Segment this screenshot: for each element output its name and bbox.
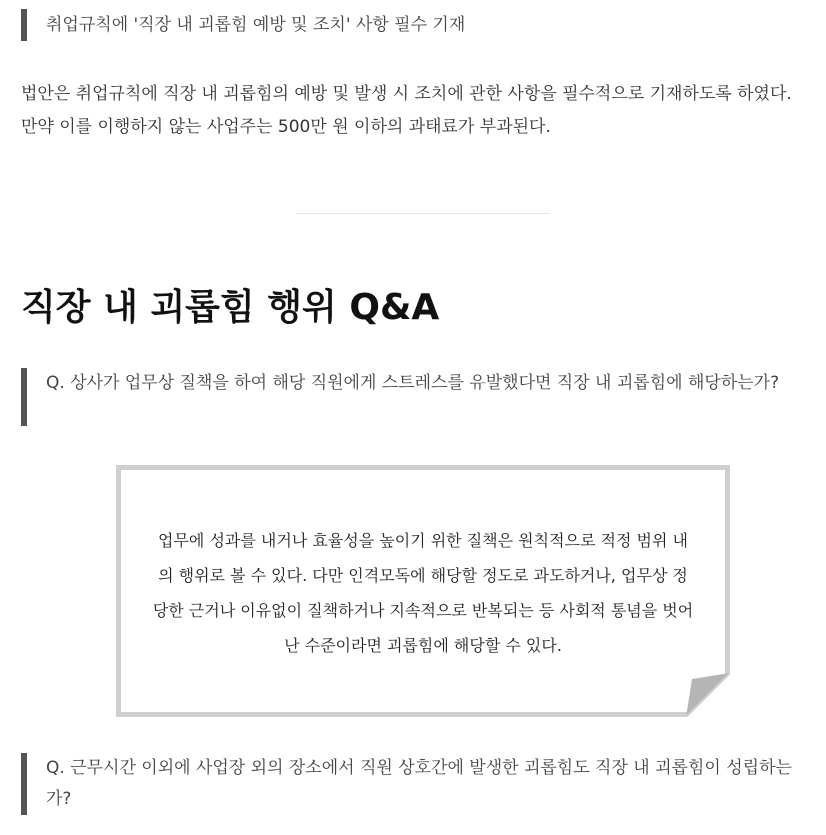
- question-1-text: Q. 상사가 업무상 질책을 하여 해당 직원에게 스트레스를 유발했다면 직장 내 괴롭힘에 해당하는가?: [46, 373, 780, 393]
- blockquote-text: 취업규칙에 '직장 내 괴롭힘 예방 및 조치' 사항 필수 기재: [46, 15, 466, 35]
- blockquote-regulation: [21, 9, 811, 41]
- answer-1-text: 업무에 성과를 내거나 효율성을 높이기 위한 질책은 원칙적으로 적정 범위 내의 행위로 볼 수 있다. 다만 인격모독에 해당할 정도로 과도하거나, 업무상 정당한 근거나 이유없이 질책하거나 지속적으로 반복되는 등 사회적 통념을 벗어난 수준이라면 괴롭힘에 해당할 수 있다.: [152, 531, 694, 655]
- question-2: [21, 753, 811, 815]
- section-divider: [296, 213, 550, 214]
- answer-note-box: [116, 465, 730, 717]
- body-paragraph: 법안은 취업규칙에 직장 내 괴롭힘의 예방 및 발생 시 조치에 관한 사항을 필수적으로 기재하도록 하였다. 만약 이를 이행하지 않는 사업주는 500만 원 이하의 과태료가 부과된다.: [21, 84, 792, 137]
- page-curl-icon: [686, 673, 730, 717]
- section-heading: 직장 내 괴롭힘 행위 Q&A: [21, 287, 440, 328]
- question-2-text: Q. 근무시간 이외에 사업장 외의 장소에서 직원 상호간에 발생한 괴롭힘도 직장 내 괴롭힘이 성립하는가?: [46, 758, 792, 809]
- question-1: [21, 368, 811, 426]
